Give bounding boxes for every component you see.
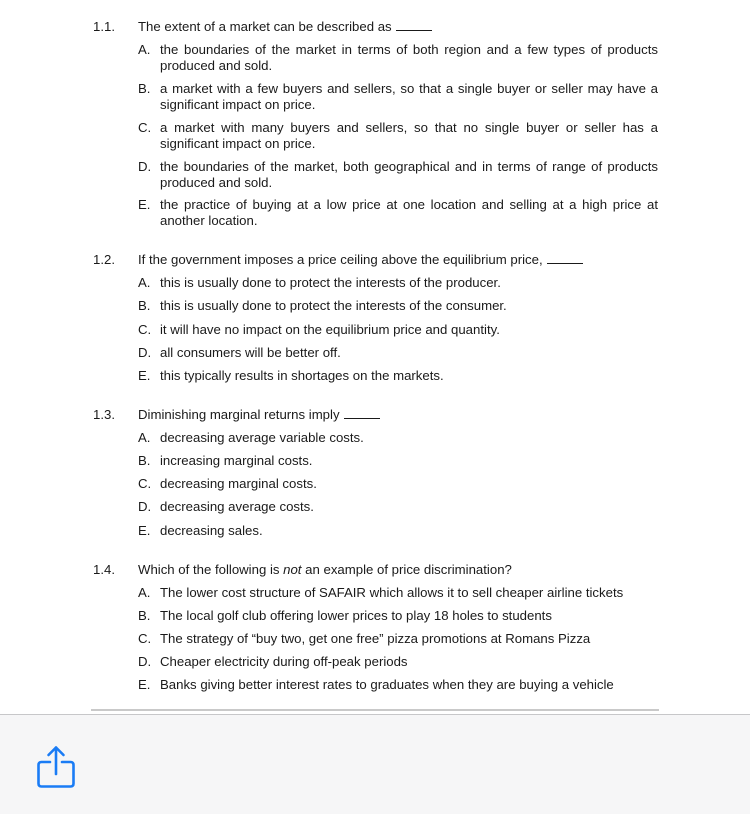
option-1-2-e [138,368,658,384]
option-1-4-a [138,585,658,601]
option-letter: D. [138,499,152,514]
option-text: The local golf club offering lower prices to play 18 holes to students [160,608,552,623]
option-letter: C. [138,476,152,491]
option-letter: B. [138,608,151,623]
question-prompt: If the government imposes a price ceiling above the equilibrium price, [138,252,658,268]
option-letter: B. [138,453,151,468]
question-prompt: Which of the following is not an example of price discrimination? [138,562,512,577]
option-1-4-d [138,654,658,670]
option-1-1-a [138,42,658,74]
option-text: all consumers will be better off. [160,345,341,360]
option-letter: E. [138,197,151,212]
option-text: decreasing marginal costs. [160,476,317,491]
question-number: 1.1. [93,19,115,34]
option-1-4-c [138,631,658,647]
question-prompt: Diminishing marginal returns imply [138,407,658,423]
question-number: 1.3. [93,407,115,422]
answer-blank [396,29,432,31]
option-1-3-e [138,523,658,539]
option-letter: E. [138,677,151,692]
option-text: The strategy of “buy two, get one free” pizza promotions at Romans Pizza [160,631,591,646]
option-letter: D. [138,654,152,669]
option-1-4-b [138,608,658,624]
option-letter: E. [138,368,151,383]
option-1-2-d [138,345,658,361]
option-1-1-e [138,197,658,229]
option-1-1-b [138,81,658,113]
option-1-1-d [138,159,658,191]
share-button[interactable] [34,745,78,789]
option-1-3-a [138,430,658,446]
option-text: this typically results in shortages on the markets. [160,368,444,383]
option-letter: D. [138,345,152,360]
option-letter: A. [138,430,151,445]
share-icon [34,745,78,789]
option-1-2-c [138,322,658,338]
option-letter: E. [138,523,151,538]
option-text: it will have no impact on the equilibrium price and quantity. [160,322,500,337]
bottom-toolbar [0,714,750,814]
option-letter: A. [138,42,151,57]
option-text: increasing marginal costs. [160,453,313,468]
answer-blank [547,262,583,264]
emphasis-text: not [283,562,302,577]
option-text: The lower cost structure of SAFAIR which allows it to sell cheaper airline tickets [160,585,624,600]
option-1-3-b [138,453,658,469]
option-1-1-c [138,120,658,152]
option-text: this is usually done to protect the interests of the consumer. [160,298,507,313]
option-text: this is usually done to protect the interests of the producer. [160,275,501,290]
question-prompt: The extent of a market can be described as [138,19,658,35]
option-1-4-e [138,677,658,693]
option-text: Cheaper electricity during off-peak periods [160,654,408,669]
option-letter: C. [138,322,152,337]
option-letter: D. [138,159,152,174]
option-1-2-a [138,275,658,291]
option-text: decreasing average costs. [160,499,314,514]
option-text: the boundaries of the market in terms of both region and a few types of products produced and sold. [160,42,658,73]
option-text: a market with a few buyers and sellers, so that a single buyer or seller may have a significant impact on price. [160,81,658,112]
option-1-2-b [138,298,658,314]
option-text: the practice of buying at a low price at one location and selling at a high price at another location. [160,197,658,228]
option-letter: B. [138,298,151,313]
question-number: 1.2. [93,252,115,267]
option-text: a market with many buyers and sellers, so that no single buyer or seller has a significant impact on price. [160,120,658,151]
option-letter: C. [138,120,152,135]
option-text: decreasing average variable costs. [160,430,364,445]
option-text: the boundaries of the market, both geographical and in terms of range of products produced and sold. [160,159,658,190]
option-letter: B. [138,81,151,96]
option-1-3-c [138,476,658,492]
option-letter: C. [138,631,152,646]
option-letter: A. [138,275,151,290]
question-number: 1.4. [93,562,115,577]
option-1-3-d [138,499,658,515]
page-divider [91,709,659,711]
option-letter: A. [138,585,151,600]
option-text: Banks giving better interest rates to graduates when they are buying a vehicle [160,677,614,692]
answer-blank [344,417,380,419]
option-text: decreasing sales. [160,523,263,538]
